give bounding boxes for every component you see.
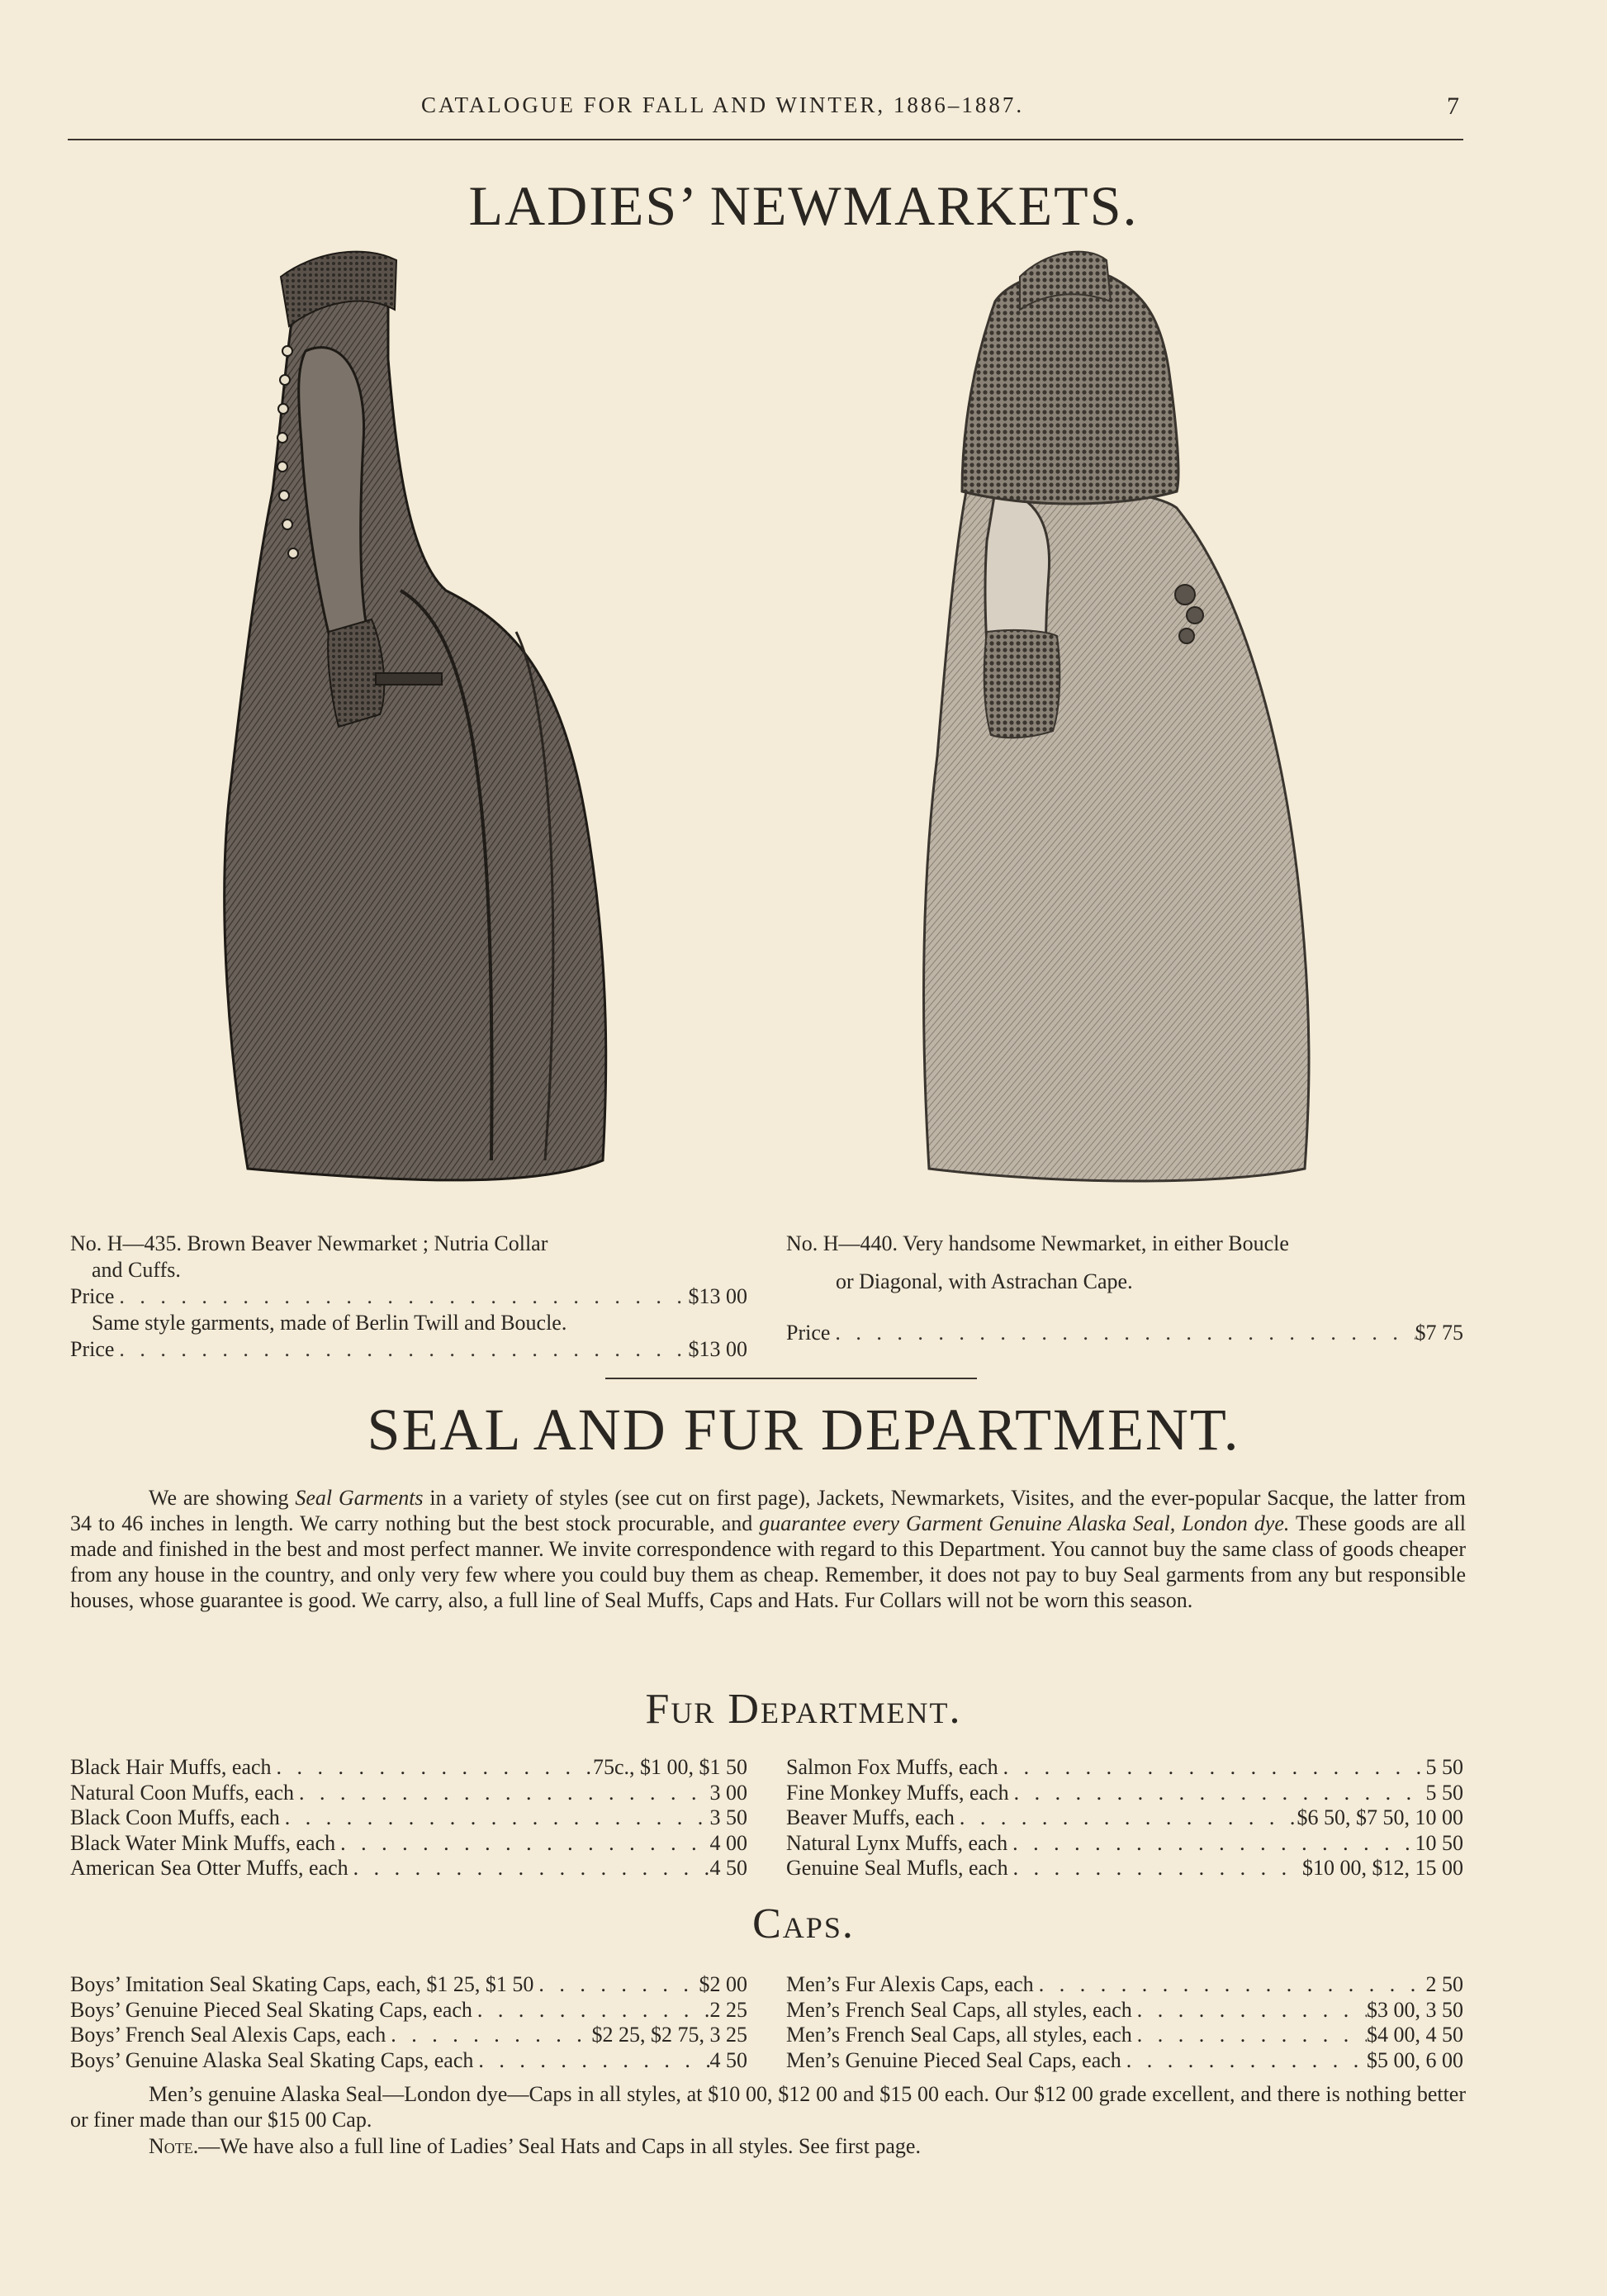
item-label: Men’s French Seal Caps, all styles, each <box>786 2023 1132 2047</box>
item-label: Salmon Fox Muffs, each <box>786 1755 998 1779</box>
dot-leader <box>114 1336 688 1363</box>
item-label: Beaver Muffs, each <box>786 1805 955 1829</box>
note-text: —We have also a full line of Ladies’ Seal Hats and Caps in all styles. See first page. <box>198 2134 921 2158</box>
item-label: Boys’ Imitation Seal Skating Caps, each, $1 25, $1 50 <box>70 1972 534 1996</box>
item-label: Boys’ French Seal Alexis Caps, each <box>70 2023 386 2047</box>
dot-leader <box>955 1805 1297 1831</box>
price-row <box>70 1998 747 2023</box>
astrachan-cape-newmarket-image <box>896 244 1325 1193</box>
item-h440-description-cont: or Diagonal, with Astrachan Cape. <box>836 1269 1133 1293</box>
dot-leader <box>1008 1856 1302 1881</box>
item-label: Men’s Fur Alexis Caps, each <box>786 1972 1034 1996</box>
fur-price-list-left <box>70 1755 747 1881</box>
item-label: Natural Coon Muffs, each <box>70 1780 295 1805</box>
price-row <box>786 1805 1463 1831</box>
newmarket-h435-illustration <box>198 244 628 1193</box>
price-row <box>70 1972 747 1998</box>
item-label: Black Coon Muffs, each <box>70 1805 280 1829</box>
dot-leader <box>280 1805 710 1831</box>
dot-leader <box>1132 2023 1367 2048</box>
price-row <box>786 1972 1463 1998</box>
running-head <box>0 93 1607 126</box>
item-price: 3 50 <box>709 1805 747 1829</box>
seal-text-3: These goods are all made and finished in the best and most perfect manner. We invite correspondence with regard to this Department. You cannot buy the same class of goods cheaper from any house in the country, and only very few where you could buy them as cheap. Remember, it does not pay to buy Seal garments from any but responsible houses, whose guarantee is good. We carry, also, a full line of Seal Muffs, Caps and Hats. Fur Collars will not be worn this season. <box>70 1511 1466 1612</box>
dot-leader <box>1009 1781 1426 1806</box>
item-h440-description: No. H—440. Very handsome Newmarket, in either Boucle <box>786 1231 1289 1255</box>
dot-leader <box>386 2023 591 2048</box>
item-price: $4 00, 4 50 <box>1367 2023 1463 2047</box>
price-label: Price <box>70 1337 115 1361</box>
price-row <box>786 1998 1463 2023</box>
dot-leader <box>1007 1831 1415 1857</box>
price-row <box>70 2023 747 2048</box>
price-row <box>70 1781 747 1806</box>
item-price: $2 00 <box>699 1972 747 1996</box>
dot-leader <box>998 1755 1426 1781</box>
item-h440-caption <box>786 1231 1463 1346</box>
section-title-newmarkets: LADIES’ NEWMARKETS. <box>468 174 1139 237</box>
brown-newmarket-image <box>198 244 628 1193</box>
price-label: Price <box>70 1284 115 1308</box>
dot-leader <box>533 1972 699 1998</box>
item-price: 4 50 <box>709 1856 747 1880</box>
item-label: Men’s Genuine Pieced Seal Caps, each <box>786 2047 1121 2072</box>
item-price: $5 00, 6 00 <box>1367 2047 1463 2072</box>
caps-closing-paragraph: Men’s genuine Alaska Seal—London dye—Caps in all styles, at $10 00, $12 00 and $15 00 each. Our $12 00 grade excellent, and there is nothing better or finer made than our $15 00 Cap. <box>70 2082 1466 2132</box>
item-label: Boys’ Genuine Pieced Seal Skating Caps, each <box>70 1997 472 2022</box>
item-h440-price-line <box>786 1320 1463 1346</box>
price-label: Price <box>786 1321 831 1345</box>
item-h435-price: $13 00 <box>688 1284 747 1308</box>
price-row <box>70 1831 747 1857</box>
item-label: Men’s French Seal Caps, all styles, each <box>786 1997 1132 2022</box>
price-row <box>70 2048 747 2074</box>
running-title: CATALOGUE FOR FALL AND WINTER, 1886–1887. <box>421 93 1025 117</box>
price-row <box>786 1831 1463 1857</box>
dot-leader <box>1121 2048 1367 2074</box>
item-h440-price: $7 75 <box>1415 1321 1463 1345</box>
price-row <box>70 1856 747 1881</box>
seal-intro-paragraph <box>70 1485 1466 1613</box>
price-row <box>786 2048 1463 2074</box>
item-label: Fine Monkey Muffs, each <box>786 1780 1009 1805</box>
item-price: $6 50, $7 50, 10 00 <box>1297 1805 1463 1829</box>
price-row <box>786 1856 1463 1881</box>
item-price: 3 00 <box>709 1780 747 1805</box>
dot-leader <box>335 1831 709 1857</box>
note-label: Note. <box>149 2134 199 2158</box>
dot-leader <box>114 1283 688 1310</box>
section-title-caps: Caps. <box>752 1900 855 1947</box>
item-h435-alt-description: Same style garments, made of Berlin Twill and Boucle. <box>92 1311 567 1335</box>
price-row <box>786 2023 1463 2048</box>
caps-price-list-left <box>70 1972 747 2073</box>
seal-garments-italic: Seal Garments <box>295 1486 424 1510</box>
seal-text-2: in a variety of styles (see cut on first page), Jackets, Newmarkets, Visites, and the ever-popular Sacque, the latter from 34 to 46 inches in length. We carry nothing but the best stock procurable, and <box>70 1486 1467 1535</box>
dot-leader <box>272 1755 593 1781</box>
item-h435-description-cont: and Cuffs. <box>92 1258 181 1282</box>
item-h435-description: No. H—435. Brown Beaver Newmarket ; Nutria Collar <box>70 1231 548 1255</box>
header-rule <box>68 139 1463 140</box>
section-title-seal: SEAL AND FUR DEPARTMENT. <box>367 1397 1240 1463</box>
newmarket-h440-illustration <box>896 244 1325 1193</box>
item-price: 4 50 <box>709 2047 747 2072</box>
item-price: 2 25 <box>709 1997 747 2022</box>
fur-price-list-right <box>786 1755 1463 1881</box>
item-label: Genuine Seal Mufls, each <box>786 1856 1008 1880</box>
dot-leader <box>1132 1998 1367 2023</box>
price-row <box>70 1805 747 1831</box>
note-line <box>149 2134 921 2159</box>
item-label: Black Water Mink Muffs, each <box>70 1830 336 1855</box>
item-label: American Sea Otter Muffs, each <box>70 1856 348 1880</box>
item-price: 5 50 <box>1425 1755 1463 1779</box>
item-price: $2 25, $2 75, 3 25 <box>591 2023 747 2047</box>
section-title-fur: Fur Department. <box>645 1686 962 1733</box>
dot-leader <box>294 1781 709 1806</box>
item-label: Natural Lynx Muffs, each <box>786 1830 1008 1855</box>
item-price: 2 50 <box>1425 1972 1463 1996</box>
item-price: 5 50 <box>1425 1780 1463 1805</box>
price-row <box>70 1755 747 1781</box>
dot-leader <box>472 1998 710 2023</box>
item-price: $3 00, 3 50 <box>1367 1997 1463 2022</box>
seal-text-1: We are showing <box>149 1486 296 1510</box>
dot-leader <box>348 1856 710 1881</box>
item-h435-price-line <box>70 1283 747 1310</box>
item-h435-alt-price-line <box>70 1336 747 1363</box>
item-h435-caption <box>70 1231 747 1363</box>
item-label: Boys’ Genuine Alaska Seal Skating Caps, each <box>70 2047 474 2072</box>
section-divider <box>605 1378 977 1379</box>
item-price: 75c., $1 00, $1 50 <box>592 1755 747 1779</box>
item-price: $10 00, $12, 15 00 <box>1302 1856 1463 1880</box>
item-price: 4 00 <box>709 1830 747 1855</box>
item-h435-alt-price: $13 00 <box>688 1337 747 1361</box>
dot-leader <box>830 1320 1415 1346</box>
seal-guarantee-italic: guarantee every Garment Genuine Alaska Seal, London dye. <box>759 1511 1290 1535</box>
item-price: 10 50 <box>1415 1830 1463 1855</box>
dot-leader <box>473 2048 709 2074</box>
price-row <box>786 1755 1463 1781</box>
item-label: Black Hair Muffs, each <box>70 1755 272 1779</box>
price-row <box>786 1781 1463 1806</box>
dot-leader <box>1034 1972 1426 1998</box>
page-number: 7 <box>1447 93 1459 120</box>
caps-price-list-right <box>786 1972 1463 2073</box>
